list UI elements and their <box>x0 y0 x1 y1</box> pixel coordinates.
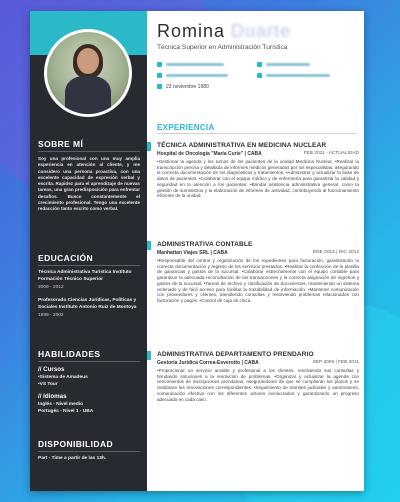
main-content <box>147 11 364 491</box>
contact-list <box>157 59 362 92</box>
course-item: •VS Tour <box>38 381 58 387</box>
job-date: SEP 2006 | FEB 2011 <box>312 360 359 365</box>
job-role: Técnica Superior en Administración Turística <box>157 44 288 51</box>
job-accent <box>147 142 151 151</box>
contact-redacted <box>266 63 310 66</box>
profile-photo-frame <box>44 29 132 117</box>
education-years: 1999 - 2002 <box>38 313 64 319</box>
first-name: Romina <box>157 21 226 41</box>
languages-title: // Idiomas <box>38 393 67 401</box>
job-entry <box>157 142 359 199</box>
divider <box>157 133 357 134</box>
availability-section <box>38 439 140 463</box>
job-date: FEB 2011 - ACTUALIDAD <box>303 151 359 156</box>
location-icon <box>257 73 262 78</box>
job-entry <box>157 241 359 304</box>
resume-document <box>30 11 364 491</box>
job-accent <box>147 351 151 360</box>
courses-title: // Cursos <box>38 366 65 373</box>
about-text: Soy una profesional con una muy amplia experiencia en atención al cliente, y me considero una persona proactiva, con una excelente capacidad de expresión verbal y escrita. Rapidez para el aprendizaje de nuevas tareas, una gran predisposición para enfrentar desafíos. Busco constantemente el crecimiento profesional. Tengo una excelente redacción tanto escrito como verbal. <box>38 156 140 212</box>
job-entry <box>157 351 359 402</box>
sidebar <box>30 11 147 491</box>
job-description: •Responsable del control y organización de los expedientes para facturación, garantizando la correcta documentación y registro de los servicios prestados. •Realizar la confección de la planilla de ganancias y gastos de la sucursal. •Colaborar estrechamente con el equipo contable para garantizar la adecuada reconciliación de las transacciones y la correcta asignación de ingresos y gastos de la sucursal. •Tareas de archivo y clasificación de documentos, manteniendo un sistema ordenado y de fácil acceso para facilitar la trazabilidad de información. •Mantener comunicación con proveedores y clientes, atendiendo consultas y resolviendo problemas relacionados con facturación y pagos. •Control de caja de chica. <box>157 258 359 303</box>
job-title: ADMINISTRATIVA DEPARTAMENTO PRENDARIO <box>157 351 314 358</box>
last-name: Duarte <box>231 21 292 41</box>
availability-text: Part - Time a partir de las 13h. <box>38 456 107 461</box>
contact-redacted <box>166 63 224 66</box>
job-company: Gestoría Jurídica Correa-Esverotto | CABA <box>157 360 259 366</box>
profile-photo <box>47 32 129 114</box>
availability-title: DISPONIBILIDAD <box>38 439 140 452</box>
education-years: 2009 - 2012 <box>38 285 64 291</box>
calendar-icon <box>157 84 162 89</box>
language-item: Portugés - Nivel 1 - UBA <box>38 408 94 414</box>
experience-title: EXPERIENCIA <box>157 123 215 132</box>
contact-redacted <box>166 74 228 77</box>
web-icon <box>257 62 262 67</box>
email-icon <box>157 73 162 78</box>
job-description: •Gestionar la agenda y los turnos de los pacientes de la unidad Medicina Nuclear. •Realizar la transcripción precisa y detallada de informes médicos generados por los especialistas, asegurando la correcta documentación de los diagnósticos y tratamientos. •Administrar y actualizar la base de datos de pacientes. •Colaborar con el equipo médico y de enfermería para garantizar la calidad y seguridad en la atención a los pacientes. •Brindar asistencia administrativa general, como la gestión de suministros y la elaboración de informes de actividad, contribuyendo al funcionamiento eficiente de la unidad. <box>157 159 359 199</box>
job-date: ENE 2012 | DIC 2012 <box>312 250 359 255</box>
course-item: •Sistema de Amadeus <box>38 375 88 380</box>
education-title: EDUCACIÓN <box>38 253 140 266</box>
education-section <box>38 253 140 318</box>
skills-section <box>38 349 140 415</box>
job-title: ADMINISTRATIVA CONTABLE <box>157 241 253 248</box>
contact-redacted <box>266 74 330 77</box>
language-item: Inglés - Nivel medio <box>38 402 84 408</box>
job-description: •Proporcionar un servicio amable y profesional a los clientes, resolviendo sus consultas y brindando soluciones a la resolución de problemas. •Organizar y actualizar la agenda con vencimientos de inscripciones prendarias, asegurándome de que se cumplieran los plazos y se realizaran las renovaciones correspondientes. •Seguimiento de trámites judiciales y automotores, comunicación efectiva con los diferentes actores involucrados y garantizando un progreso adecuado en cada caso. <box>157 368 359 402</box>
about-title: SOBRE MÍ <box>38 139 140 152</box>
job-company: Manhattan Viajes SRL | CABA <box>157 250 228 256</box>
job-accent <box>147 241 151 250</box>
education-item: Profesorado Ciencias Jurídicas, Políticas y Sociales Instituto Antonio Ruiz de Montoya <box>38 298 137 310</box>
full-name <box>157 21 291 42</box>
job-company: Hospital de Oncología "María Curie" | CABA <box>157 151 262 157</box>
phone-icon <box>157 62 162 67</box>
birthdate: 23 noviembre 1980 <box>166 83 209 90</box>
skills-title: HABILIDADES <box>38 349 140 362</box>
job-title: TÉCNICA ADMINISTRATIVA EN MEDICINA NUCLEAR <box>157 142 327 149</box>
about-section <box>38 139 140 213</box>
education-item: Técnica Administrativa Turística Instituto Formación Técnico Superior <box>38 270 132 282</box>
